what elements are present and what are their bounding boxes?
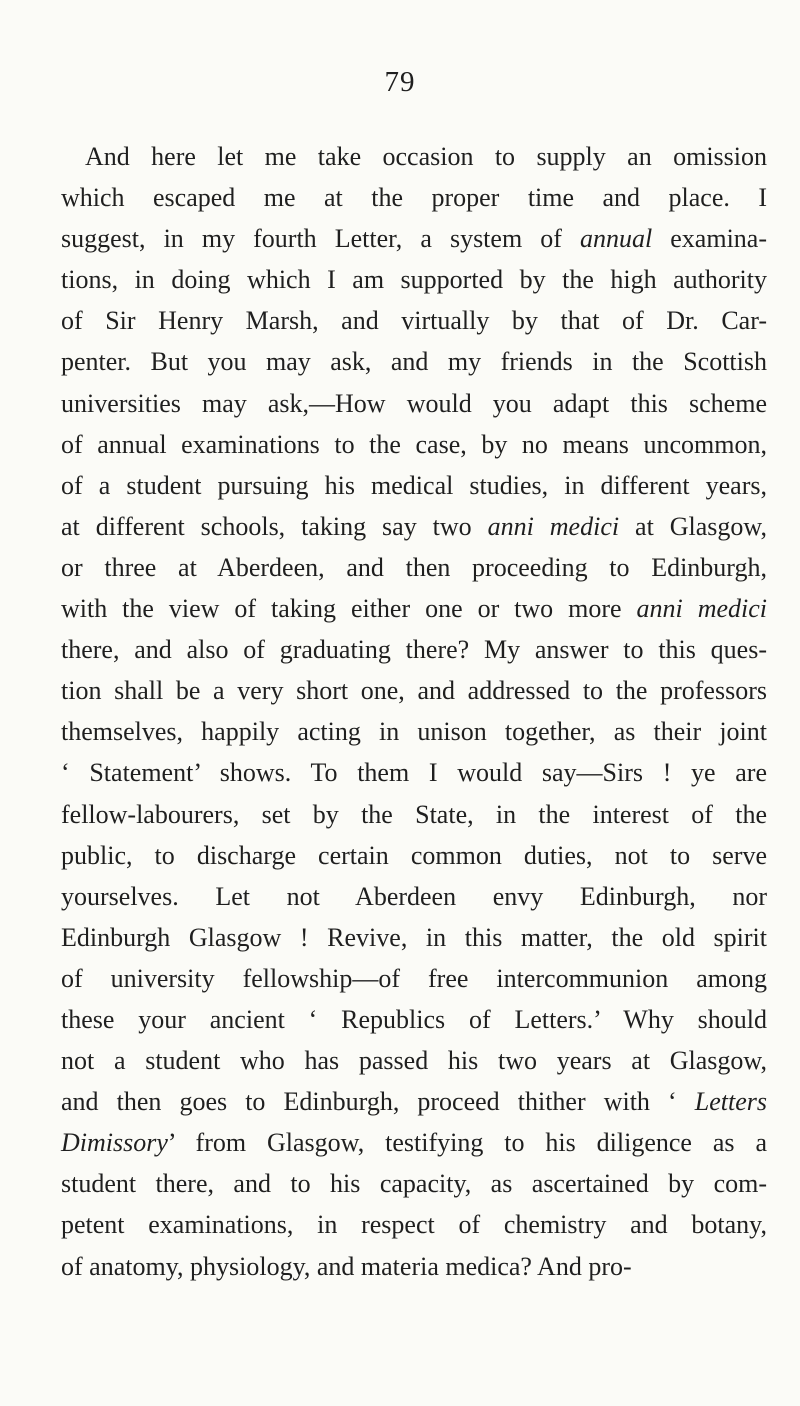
text-line bbox=[61, 424, 767, 465]
text-segment: suggest, in my fourth Letter, a system of bbox=[61, 224, 580, 254]
text-segment: of anatomy, physiology, and materia medica? And pro- bbox=[61, 1251, 632, 1281]
text-line bbox=[61, 547, 767, 588]
text-line bbox=[61, 1246, 767, 1287]
text-segment: petent examinations, in respect of chemistry and botany, bbox=[61, 1210, 767, 1240]
page-number: 79 bbox=[384, 66, 416, 98]
text-segment: of a student pursuing his medical studies, in different years, bbox=[61, 470, 767, 500]
text-line bbox=[61, 629, 767, 670]
text-line bbox=[61, 341, 767, 382]
text-segment: tion shall be a very short one, and addressed to the professors bbox=[61, 676, 767, 706]
text-segment: Edinburgh Glasgow ! Revive, in this matter, the old spirit bbox=[61, 922, 767, 952]
text-line bbox=[61, 588, 767, 629]
text-line bbox=[61, 876, 767, 917]
text-segment: of Sir Henry Marsh, and virtually by that of Dr. Car- bbox=[61, 306, 767, 336]
text-segment: not a student who has passed his two years at Glasgow, bbox=[61, 1046, 767, 1076]
text-segment: themselves, happily acting in unison together, as their joint bbox=[61, 717, 767, 747]
italic-text: anni medici bbox=[636, 594, 767, 624]
text-segment: or three at Aberdeen, and then proceeding to Edinburgh, bbox=[61, 552, 767, 582]
text-segment: tions, in doing which I am supported by the high authority bbox=[61, 265, 767, 295]
text-segment: And here let me take occasion to supply an omission bbox=[85, 142, 767, 171]
text-line bbox=[61, 1122, 767, 1163]
text-segment: with the view of taking either one or two more bbox=[61, 594, 637, 624]
text-line bbox=[61, 917, 767, 958]
text-segment: yourselves. Let not Aberdeen envy Edinburgh, nor bbox=[61, 881, 767, 911]
text-segment: of university fellowship—of free intercommunion among bbox=[61, 963, 767, 993]
text-segment: of annual examinations to the case, by no means uncommon, bbox=[61, 429, 767, 459]
text-line bbox=[61, 383, 767, 424]
text-segment: ‘ Statement’ shows. To them I would say—Sirs ! ye are bbox=[61, 758, 767, 788]
text-segment: universities may ask,—How would you adapt this scheme bbox=[61, 388, 767, 418]
text-segment: student there, and to his capacity, as ascertained by com- bbox=[61, 1169, 767, 1199]
italic-text: annual bbox=[579, 224, 653, 254]
text-segment: examina- bbox=[652, 224, 767, 254]
text-line bbox=[61, 1163, 767, 1204]
text-line bbox=[61, 1040, 767, 1081]
text-segment: which escaped me at the proper time and place. I bbox=[61, 183, 767, 213]
text-line bbox=[61, 300, 767, 341]
text-line bbox=[61, 177, 767, 218]
text-segment: and then goes to Edinburgh, proceed thither with ‘ bbox=[61, 1087, 695, 1117]
text-line bbox=[61, 506, 767, 547]
text-segment: public, to discharge certain common duties, not to serve bbox=[61, 840, 767, 870]
text-line bbox=[61, 999, 767, 1040]
italic-text: anni medici bbox=[487, 511, 620, 541]
text-line bbox=[61, 835, 767, 876]
text-line bbox=[61, 1204, 767, 1245]
text-segment: these your ancient ‘ Republics of Letters.’ Why should bbox=[61, 1004, 767, 1034]
text-segment: there, and also of graduating there? My answer to this ques- bbox=[61, 635, 767, 665]
text-segment: at different schools, taking say two bbox=[61, 511, 488, 541]
body-text bbox=[61, 136, 767, 1287]
text-segment: fellow-labourers, set by the State, in the interest of the bbox=[61, 799, 767, 829]
text-line bbox=[61, 218, 767, 259]
text-line bbox=[61, 670, 767, 711]
text-segment: penter. But you may ask, and my friends in the Scottish bbox=[61, 347, 767, 377]
text-line bbox=[61, 136, 767, 177]
text-line bbox=[61, 259, 767, 300]
text-segment: ’ from Glasgow, testifying to his diligence as a bbox=[167, 1128, 767, 1158]
text-line bbox=[61, 752, 767, 793]
text-line bbox=[61, 794, 767, 835]
text-line bbox=[61, 465, 767, 506]
text-line bbox=[61, 1081, 767, 1122]
italic-text: Dimissory bbox=[61, 1128, 168, 1158]
text-segment: at Glasgow, bbox=[619, 511, 767, 541]
italic-text: Letters bbox=[694, 1087, 767, 1117]
text-line bbox=[61, 958, 767, 999]
text-line bbox=[61, 711, 767, 752]
